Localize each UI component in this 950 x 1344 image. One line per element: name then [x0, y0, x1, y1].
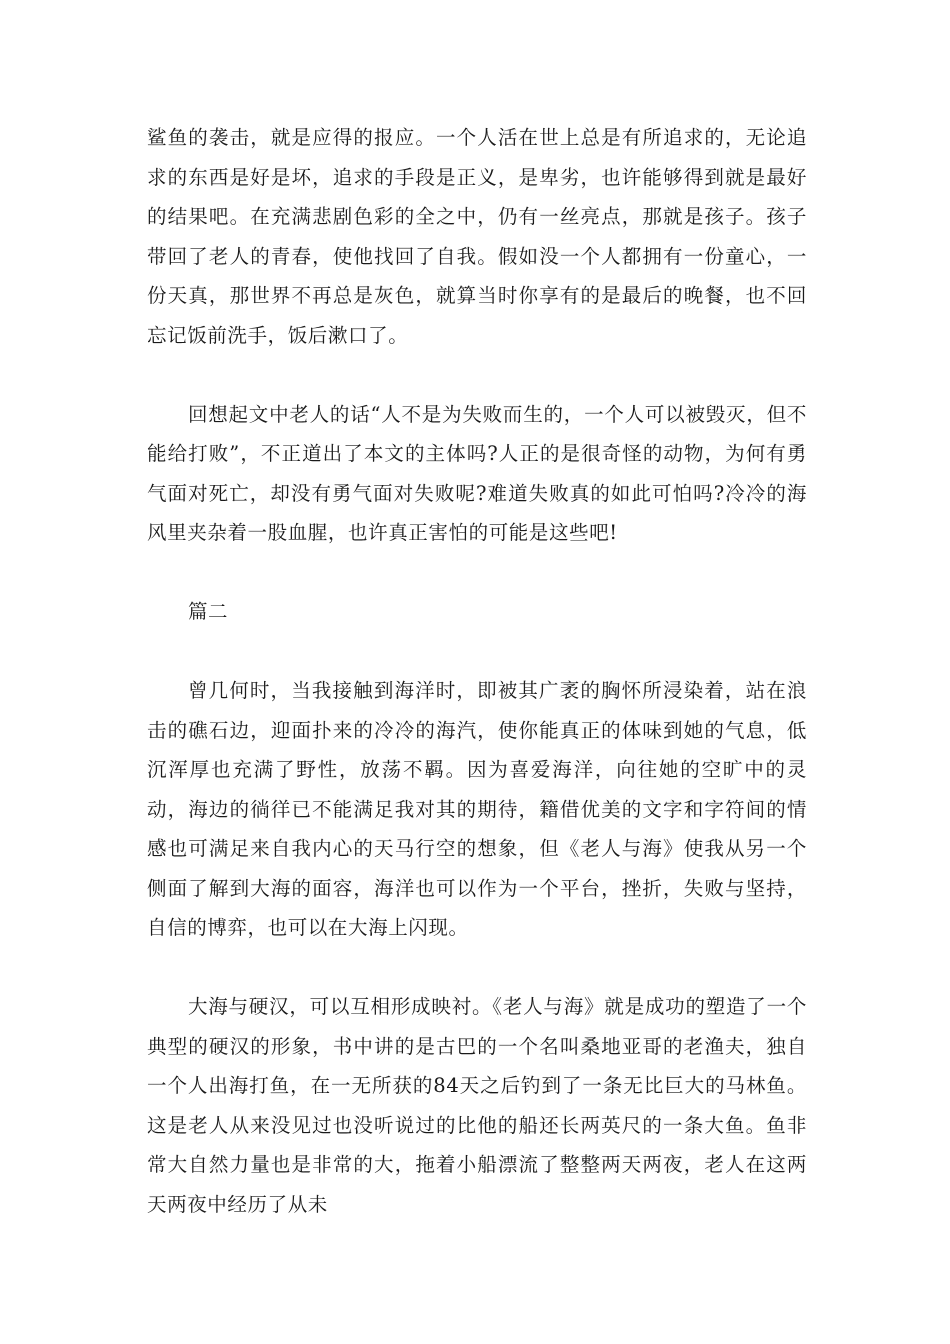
paragraph-spacer — [147, 632, 807, 672]
paragraph-shark-attack: 鲨鱼的袭击，就是应得的报应。一个人活在世上总是有所追求的，无论追求的东西是好是坏，追求的手段是正义，是卑劣，也许能够得到就是最好的结果吧。在充满悲剧色彩的全之中，仍有一丝亮点，那就是孩子。孩子带回了老人的青春，使他找回了自我。假如没一个人都拥有一份童心，一份天真，那世界不再总是灰色，就算当时你享有的是最后的晚餐，也不回忘记饭前洗手，饭后漱口了。 — [147, 126, 807, 347]
paragraph-spacer — [147, 553, 807, 593]
paragraph-ocean-memory: 曾几何时，当我接触到海洋时，即被其广袤的胸怀所浸染着，站在浪击的礁石边，迎面扑来的冷冷的海汽，使你能真正的体味到她的气息，低沉浑厚也充满了野性，放荡不羁。因为喜爱海洋，向往她的空旷中的灵动，海边的徜徉已不能满足我对其的期待，籍借优美的文字和字符间的情感也可满足来自我内心的天马行空的想象，但《老人与海》使我从另一个侧面了解到大海的面容，海洋也可以作为一个平台，挫折，失败与坚持，自信的博弈，也可以在大海上闪现。 — [147, 679, 807, 939]
paragraph-spacer — [147, 355, 807, 395]
paragraph-old-man-quote: 回想起文中老人的话“人不是为失败而生的，一个人可以被毁灭，但不能给打败”，不正道出了本文的主体吗?人正的是很奇怪的动物，为何有勇气面对死亡，却没有勇气面对失败呢?难道失败真的如此可怕吗?冷冷的海风里夹杂着一股血腥，也许真正害怕的可能是这些吧! — [147, 402, 807, 544]
document-body — [147, 118, 807, 1224]
section-heading-part-two: 篇二 — [187, 600, 229, 623]
paragraph-sea-and-tough-guy: 大海与硬汉，可以互相形成映衬。《老人与海》就是成功的塑造了一个典型的硬汉的形象，书中讲的是古巴的一个名叫桑地亚哥的老渔夫，独自一个人出海打鱼，在一无所获的84天之后钓到了一条无比巨大的马林鱼。这是老人从来没见过也没听说过的比他的船还长两英尺的一条大鱼。鱼非常大自然力量也是非常的大，拖着小船漂流了整整两天两夜，老人在这两天两夜中经历了从未 — [147, 995, 807, 1216]
paragraph-spacer — [147, 948, 807, 988]
